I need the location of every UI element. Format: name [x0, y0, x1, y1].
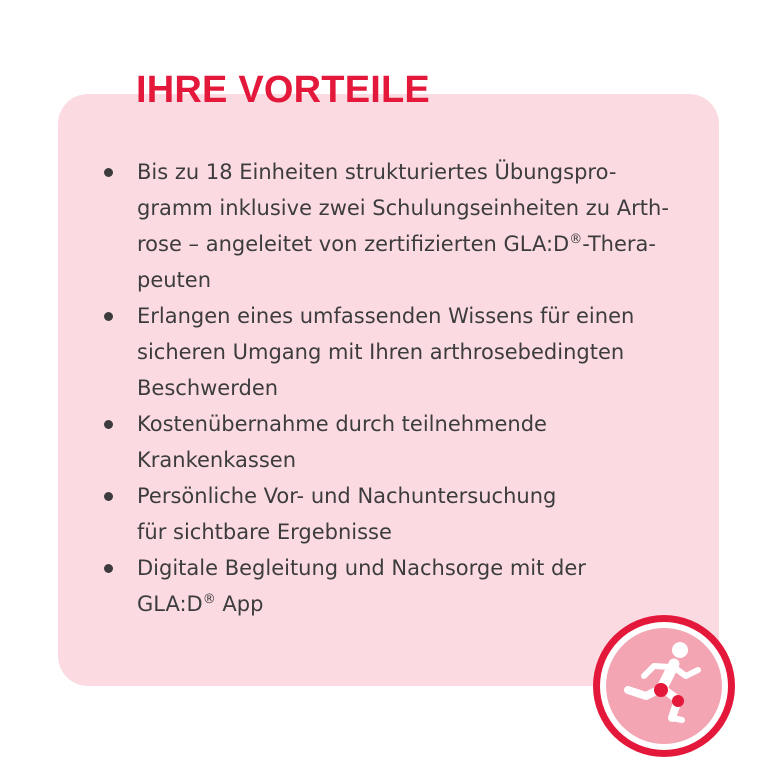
list-item-line: sicheren Umgang mit Ihren arthrosebedingten: [137, 340, 625, 364]
list-item-line: Erlangen eines umfassenden Wissens für einen: [137, 304, 635, 328]
bullet-dot-icon: [104, 420, 113, 429]
list-item: [100, 154, 690, 298]
list-item: [100, 478, 690, 550]
list-item-line: peuten: [137, 268, 212, 292]
list-item-line: Digitale Begleitung und Nachsorge mit der: [137, 556, 586, 580]
section-title: IHRE VORTEILE: [136, 69, 430, 111]
running-person-icon: [590, 612, 738, 760]
list-item-line: Bis zu 18 Einheiten strukturiertes Übungspro-: [137, 160, 617, 184]
bullet-dot-icon: [104, 564, 113, 573]
bullet-dot-icon: [104, 168, 113, 177]
list-item: [100, 298, 690, 406]
list-item-line: Persönliche Vor- und Nachuntersuchung: [137, 484, 557, 508]
list-item-line: für sichtbare Ergebnisse: [137, 520, 392, 544]
list-item-line: Krankenkassen: [137, 448, 296, 472]
bullet-dot-icon: [104, 312, 113, 321]
list-item: [100, 406, 690, 478]
list-item-line: GLA:D® App: [137, 592, 264, 616]
list-item-line: gramm inklusive zwei Schulungseinheiten zu Arth-: [137, 196, 669, 220]
list-item-line: Beschwerden: [137, 376, 279, 400]
knee-joint-marker: [672, 695, 684, 707]
bullet-dot-icon: [104, 492, 113, 501]
benefits-list: [100, 154, 690, 622]
list-item-line: Kostenübernahme durch teilnehmende: [137, 412, 547, 436]
list-item-line: rose – angeleitet von zertifizierten GLA:D®-Thera-: [137, 232, 656, 256]
hip-joint-marker: [654, 683, 668, 697]
